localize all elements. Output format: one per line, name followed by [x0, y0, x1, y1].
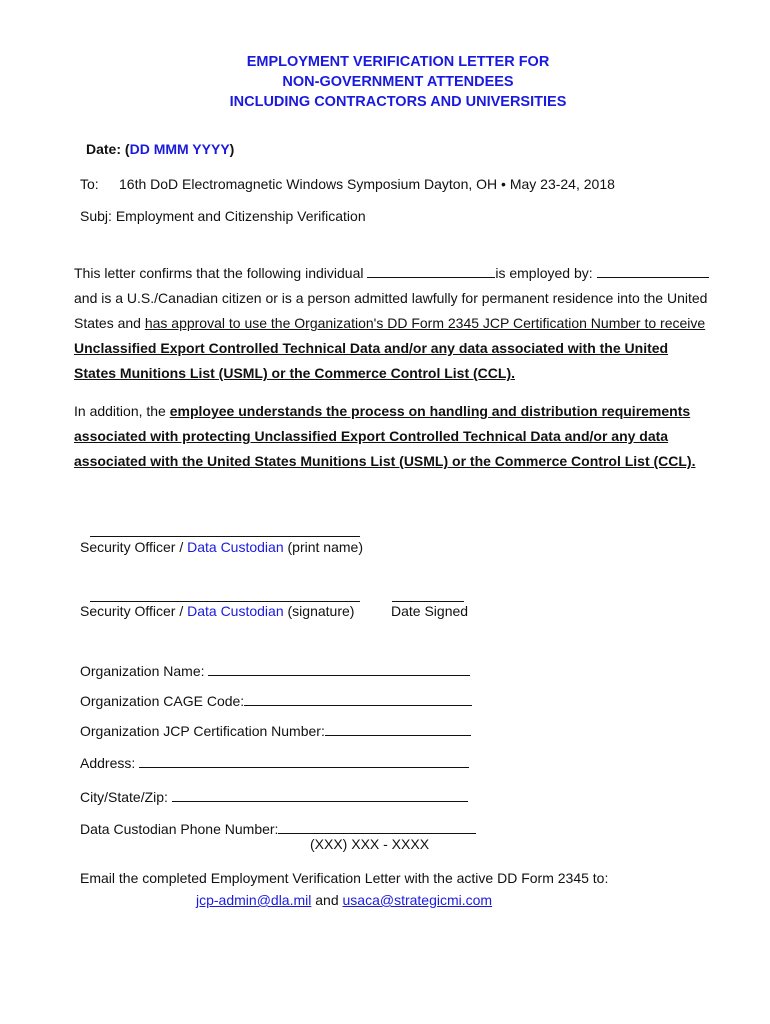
phone-format-hint: (XXX) XXX - XXXX [310, 836, 430, 852]
city-field[interactable] [172, 787, 468, 802]
title-line-3: INCLUDING CONTRACTORS AND UNIVERSITIES [229, 94, 567, 110]
body1-line-2: and is a U.S./Canadian citizen or is a person admitted lawfully for permanent residence into the United [74, 290, 708, 306]
address-row [80, 753, 469, 771]
usaca-email-link[interactable]: usaca@strategicmi.com [342, 892, 493, 908]
signature-line[interactable] [90, 601, 360, 602]
date-value[interactable]: DD MMM YYYY [129, 141, 230, 157]
address-field[interactable] [139, 753, 469, 768]
title-line-2: NON-GOVERNMENT ATTENDEES [282, 74, 514, 90]
to-value: 16th DoD Electromagnetic Windows Symposium Dayton, OH • May 23-24, 2018 [119, 176, 615, 192]
print-name-text-c: (print name) [283, 539, 363, 555]
body2-line-2: associated with protecting Unclassified Export Controlled Technical Data and/or any data [74, 428, 669, 444]
date-line [86, 141, 234, 157]
phone-row [80, 819, 476, 837]
cage-row [80, 691, 472, 709]
body1-text-a: This letter confirms that the following individual [74, 265, 364, 281]
body1-text-b: is employed by: [495, 265, 593, 281]
cage-label: Organization CAGE Code: [80, 693, 245, 709]
jcp-admin-email-link[interactable]: jcp-admin@dla.mil [196, 892, 312, 908]
print-name-caption [80, 539, 363, 555]
signature-data-custodian: Data Custodian [187, 603, 284, 619]
signature-text-c: (signature) [283, 603, 355, 619]
org-name-field[interactable] [208, 661, 470, 676]
letter-title [0, 52, 770, 112]
email-links [196, 892, 492, 908]
body1-line-3-plain: States and [74, 315, 145, 331]
body1-line-3-underlined: has approval to use the Organization's DD Form 2345 JCP Certification Number to receive [144, 315, 706, 331]
signature-text-a: Security Officer / [80, 603, 188, 619]
body2-plain: In addition, the [74, 403, 170, 419]
body2-bold-1: employee understands the process on handling and distribution requirements [169, 403, 691, 419]
date-label: Date: [86, 141, 122, 157]
date-open-paren: ( [121, 141, 130, 157]
subj-label: Subj: [80, 208, 112, 224]
subj-line [80, 208, 366, 224]
city-label: City/State/Zip: [80, 789, 168, 805]
print-name-line[interactable] [90, 536, 360, 537]
to-label: To: [80, 176, 99, 192]
signature-caption [80, 603, 354, 619]
body1-line-4: Unclassified Export Controlled Technical Data and/or any data associated with the United [74, 340, 669, 356]
org-name-label: Organization Name: [80, 663, 205, 679]
city-row [80, 787, 468, 805]
title-line-1: EMPLOYMENT VERIFICATION LETTER FOR [246, 54, 550, 70]
body1-line-5: States Munitions List (USML) or the Commerce Control List (CCL). [74, 365, 516, 381]
phone-field[interactable] [278, 819, 476, 834]
jcp-row [80, 721, 471, 739]
date-signed-line[interactable] [392, 601, 464, 602]
date-close-paren: ) [229, 141, 235, 157]
body-paragraph-2 [74, 399, 695, 474]
jcp-label: Organization JCP Certification Number: [80, 723, 325, 739]
body-paragraph-1 [74, 261, 709, 386]
jcp-field[interactable] [325, 721, 471, 736]
cage-field[interactable] [244, 691, 472, 706]
print-name-text-a: Security Officer / [80, 539, 188, 555]
date-signed-label: Date Signed [391, 603, 469, 619]
address-label: Address: [80, 755, 136, 771]
email-instruction: Email the completed Employment Verification Letter with the active DD Form 2345 to: [80, 870, 609, 886]
subj-value: Employment and Citizenship Verification [115, 208, 366, 224]
body2-line-3: associated with the United States Munitions List (USML) or the Commerce Control List (CCL). [74, 453, 696, 469]
individual-name-field[interactable] [367, 263, 495, 278]
email-and: and [311, 892, 343, 908]
print-name-data-custodian: Data Custodian [187, 539, 284, 555]
org-name-row [80, 661, 470, 679]
employer-field[interactable] [597, 263, 709, 278]
phone-label: Data Custodian Phone Number: [80, 821, 279, 837]
